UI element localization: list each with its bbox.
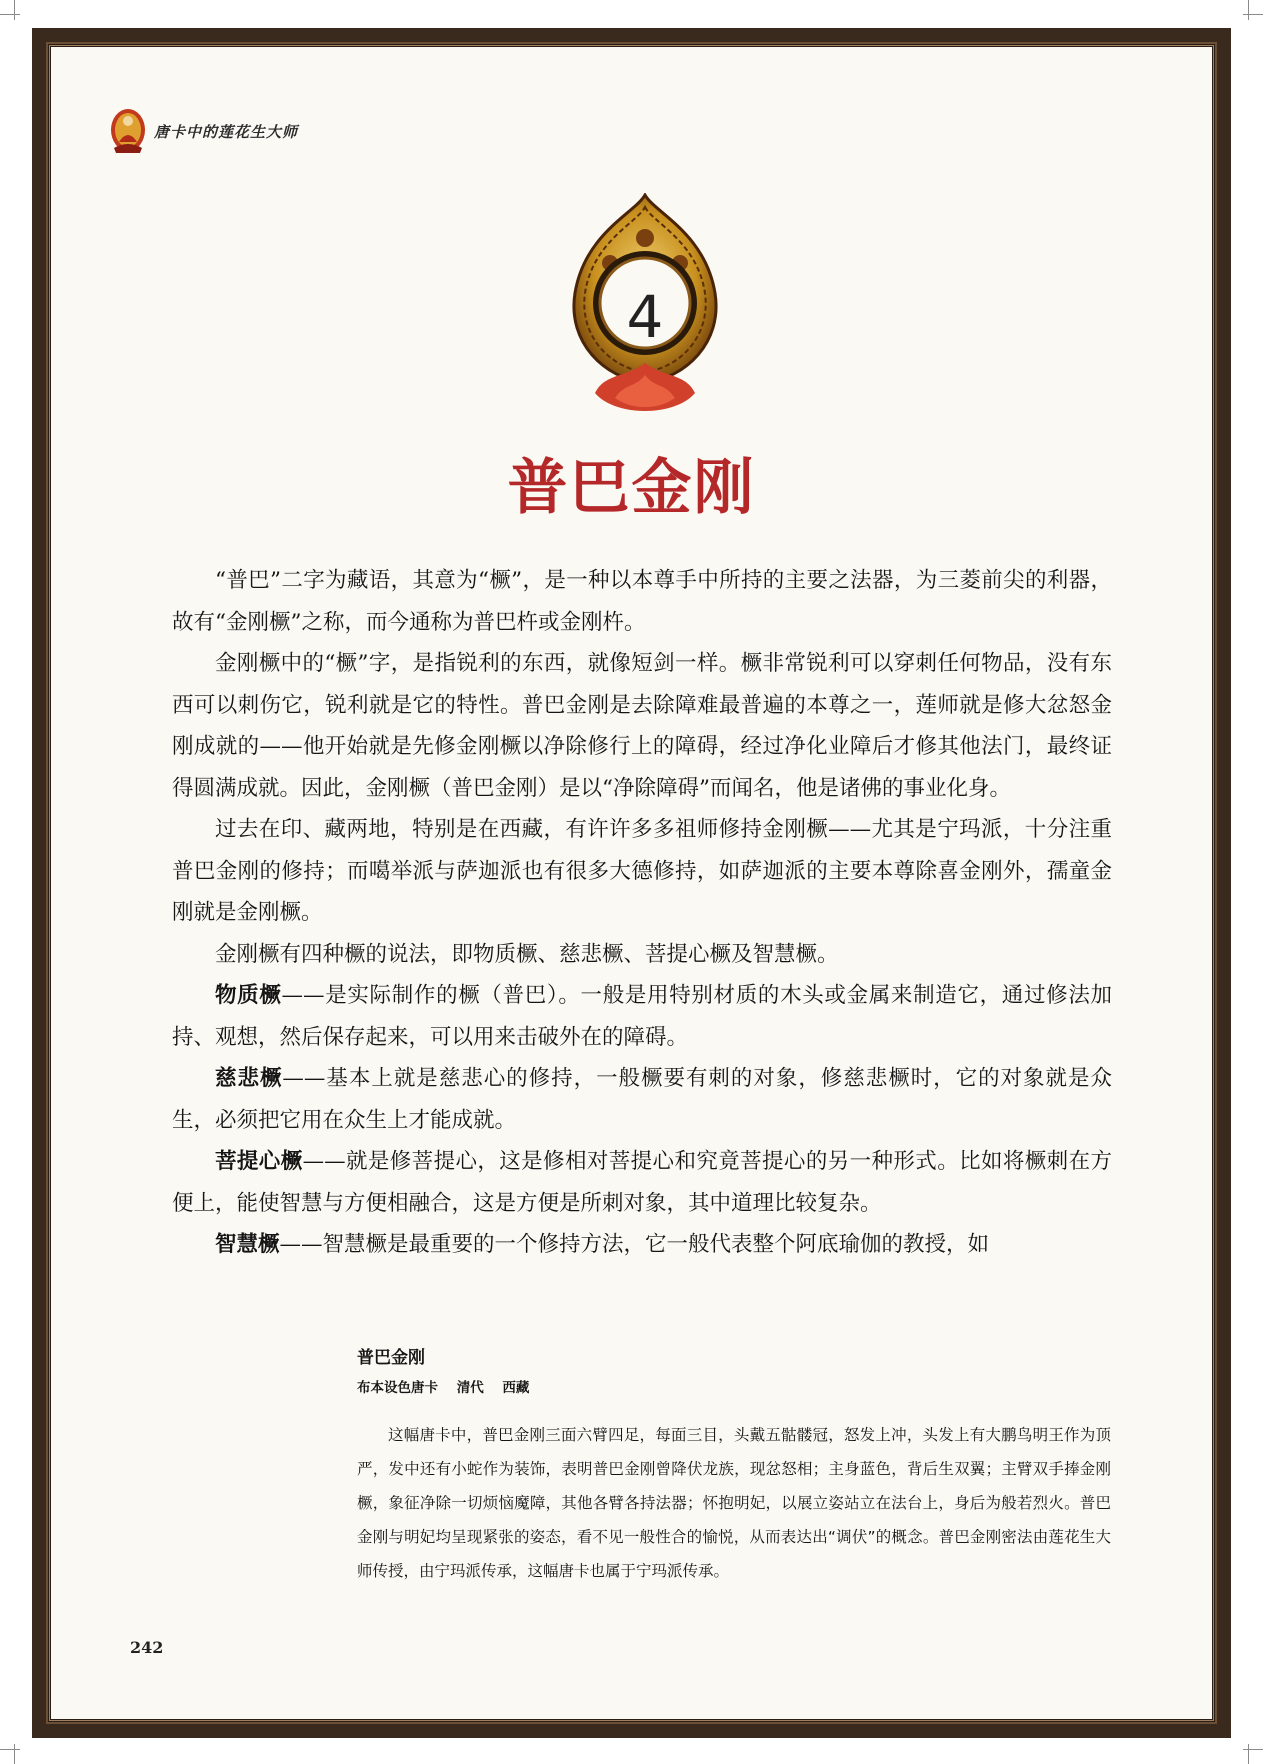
crop-mark xyxy=(0,14,20,15)
paragraph: 金刚橛中的“橛”字，是指锐利的东西，就像短剑一样。橛非常锐利可以穿刺任何物品，没有东西可以刺伤它，锐利就是它的特性。普巴金刚是去除障难最普遍的本尊之一，莲师就是修大忿怒金刚成就的——他开始就是先修金刚橛以净除修行上的障碍，经过净化业障后才修其他法门，最终证得圆满成就。因此，金刚橛（普巴金刚）是以“净除障碍”而闻名，他是诸佛的事业化身。 xyxy=(172,651,1112,801)
definition-paragraph xyxy=(172,975,1112,1058)
padmasambhava-emblem-icon xyxy=(110,108,146,154)
crop-mark xyxy=(1248,0,1249,20)
caption-title: 普巴金刚 xyxy=(357,1348,425,1368)
crop-mark xyxy=(1243,14,1263,15)
caption-dynasty: 清代 xyxy=(456,1380,484,1396)
definition-term: 物质橛 xyxy=(215,983,282,1008)
definition-text: ——是实际制作的橛（普巴）。一般是用特别材质的木头或金属来制造它，通过修法加持、观想，然后保存起来，可以用来击破外在的障碍。 xyxy=(172,983,1112,1050)
crop-mark xyxy=(14,1744,15,1764)
body-text xyxy=(172,560,1112,1266)
definition-paragraph xyxy=(172,1141,1112,1224)
crop-mark xyxy=(14,0,15,20)
crop-mark xyxy=(0,1749,20,1750)
page-number: 242 xyxy=(130,1638,164,1657)
crop-mark xyxy=(1248,1744,1249,1764)
definition-term: 慈悲橛 xyxy=(215,1066,283,1091)
caption-region: 西藏 xyxy=(502,1380,530,1396)
running-head xyxy=(110,108,298,154)
chapter-number: 4 xyxy=(626,283,664,351)
definition-text: ——智慧橛是最重要的一个修持方法，它一般代表整个阿底瑜伽的教授，如 xyxy=(279,1232,990,1257)
running-head-title: 唐卡中的莲花生大师 xyxy=(154,122,299,141)
paragraph: 过去在印、藏两地，特别是在西藏，有许许多多祖师修持金刚橛——尤其是宁玛派，十分注重普巴金刚的修持；而噶举派与萨迦派也有很多大德修持，如萨迦派的主要本尊除喜金刚外，孺童金刚就是金刚橛。 xyxy=(172,817,1112,925)
definition-text: ——基本上就是慈悲心的修持，一般橛要有刺的对象，修慈悲橛时，它的对象就是众生，必须把它用在众生上才能成就。 xyxy=(172,1066,1112,1133)
paragraph: “普巴”二字为藏语，其意为“橛”，是一种以本尊手中所持的主要之法器，为三菱前尖的利器，故有“金刚橛”之称，而今通称为普巴杵或金刚杵。 xyxy=(172,568,1112,635)
page-title: 普巴金刚 xyxy=(507,453,756,523)
paragraph: 金刚橛有四种橛的说法，即物质橛、慈悲橛、菩提心橛及智慧橛。 xyxy=(215,941,839,967)
caption-text: 这幅唐卡中，普巴金刚三面六臂四足，每面三目，头戴五骷髅冠，怒发上冲，头发上有大鹏鸟明王作为顶严，发中还有小蛇作为装饰，表明普巴金刚曾降伏龙族，现忿怒相；主身蓝色，背后生双翼；主臂双手捧金刚橛，象征净除一切烦恼魔障，其他各臂各持法器；怀抱明妃，以展立姿站立在法台上，身后为般若烈火。普巴金刚与明妃均呈现紧张的姿态，看不见一般性合的愉悦，从而表达出“调伏”的概念。普巴金刚密法由莲花生大师传授，由宁玛派传承，这幅唐卡也属于宁玛派传承。 xyxy=(357,1426,1111,1580)
caption-medium: 布本设色唐卡 xyxy=(357,1380,438,1396)
figure-caption xyxy=(357,1343,1111,1588)
definition-paragraph xyxy=(172,1058,1112,1141)
definition-text: ——就是修菩提心，这是修相对菩提心和究竟菩提心的另一种形式。比如将橛刺在方便上，能使智慧与方便相融合，这是方便是所刺对象，其中道理比较复杂。 xyxy=(172,1149,1112,1216)
caption-subtitle xyxy=(357,1376,1111,1396)
definition-paragraph xyxy=(172,1224,1112,1266)
definition-term: 智慧橛 xyxy=(215,1232,280,1257)
crop-mark xyxy=(1243,1749,1263,1750)
definition-term: 菩提心橛 xyxy=(215,1149,303,1174)
